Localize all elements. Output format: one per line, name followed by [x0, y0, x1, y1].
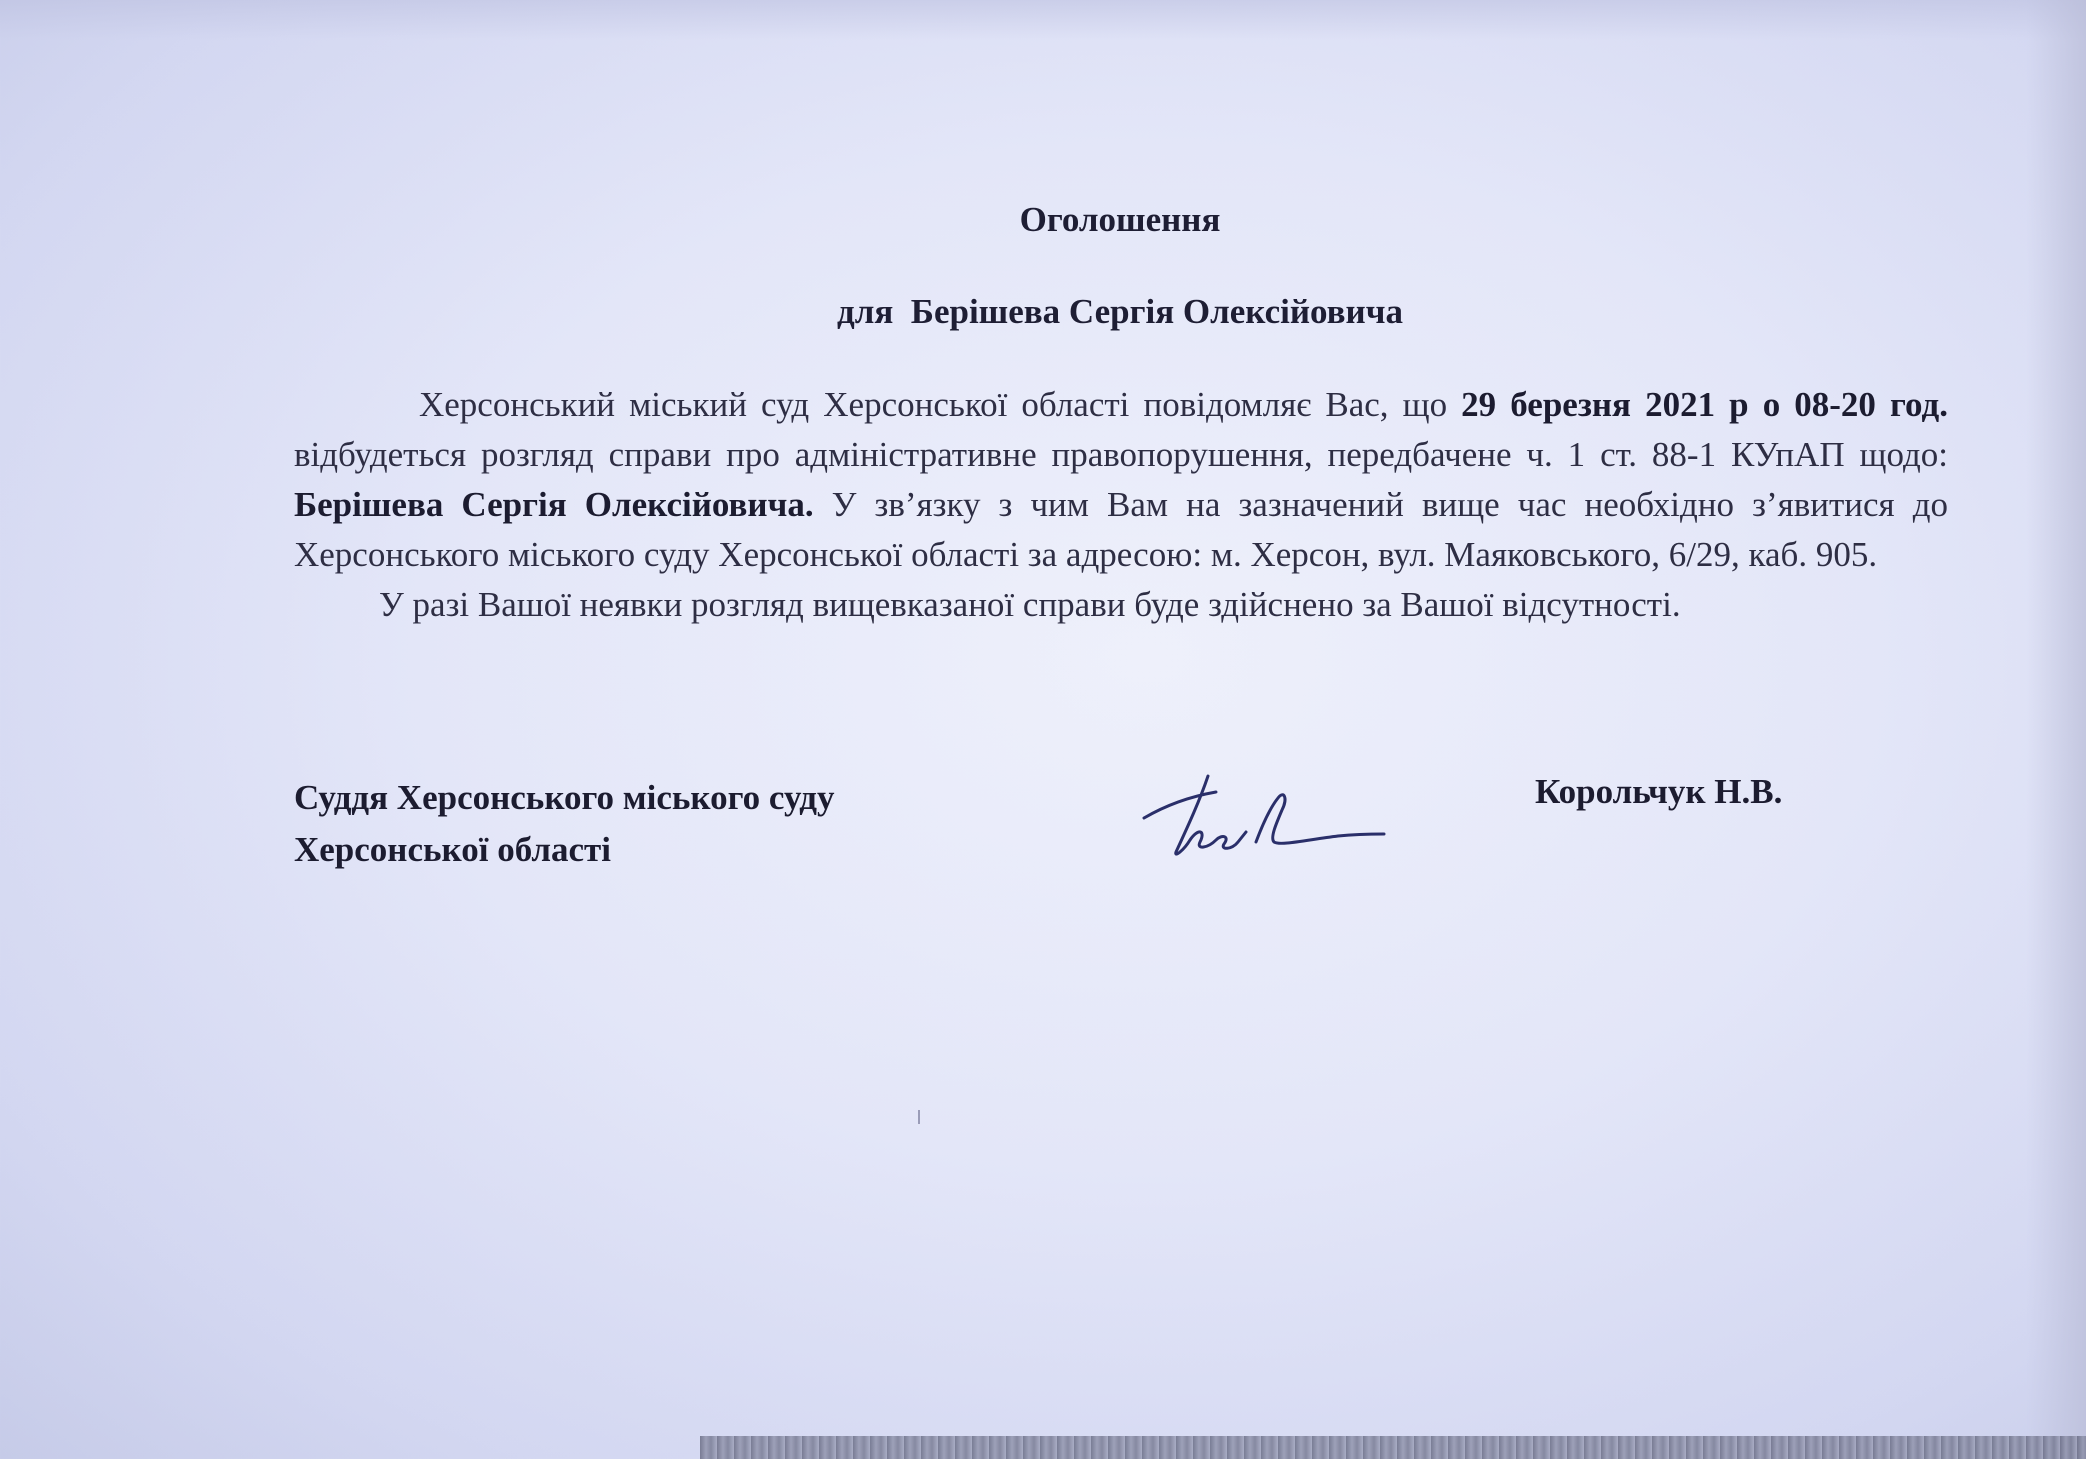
person-name: Берішева Сергія Олексійовича. — [294, 485, 814, 524]
document-title: Оголошення — [1019, 200, 1221, 239]
paragraph-main-part1: Херсонський міський суд Херсонської області повідомляє Вас, що — [419, 385, 1462, 424]
document-addressee: для Берішева Сергія Олексійовича — [837, 292, 1403, 331]
paper-shadow-top — [0, 0, 2086, 40]
handwritten-signature — [1138, 770, 1388, 870]
paragraph-absence: У разі Вашої неявки розгляд вищевказаної справи буде здійснено за Вашої відсутності. — [379, 585, 1681, 624]
paragraph-main — [294, 380, 1948, 580]
paper-bottom-edge — [700, 1436, 2086, 1459]
judge-position-line2: Херсонської області — [294, 830, 611, 869]
judge-name: Корольчук Н.В. — [1535, 772, 1783, 811]
judge-position — [294, 772, 834, 876]
paragraph-main-part2: відбудеться розгляд справи про адміністративне правопорушення, передбачене ч. 1 ст. 88-1 КУпАП щодо: — [294, 435, 1948, 474]
judge-position-line1: Суддя Херсонського міського суду — [294, 778, 835, 817]
hearing-date-time: 29 березня 2021 р о 08-20 год. — [1461, 385, 1948, 424]
paper-speck — [918, 1110, 920, 1124]
paragraph-main-part3: У зв’язку з чим Вам на зазначений вище час необхідно з’явитися до Херсонського міського суду Херсонської області за адресою: м. Херсон, вул. Маяковського, 6/29, каб. 905. — [294, 485, 1948, 574]
document-body — [294, 380, 1948, 630]
